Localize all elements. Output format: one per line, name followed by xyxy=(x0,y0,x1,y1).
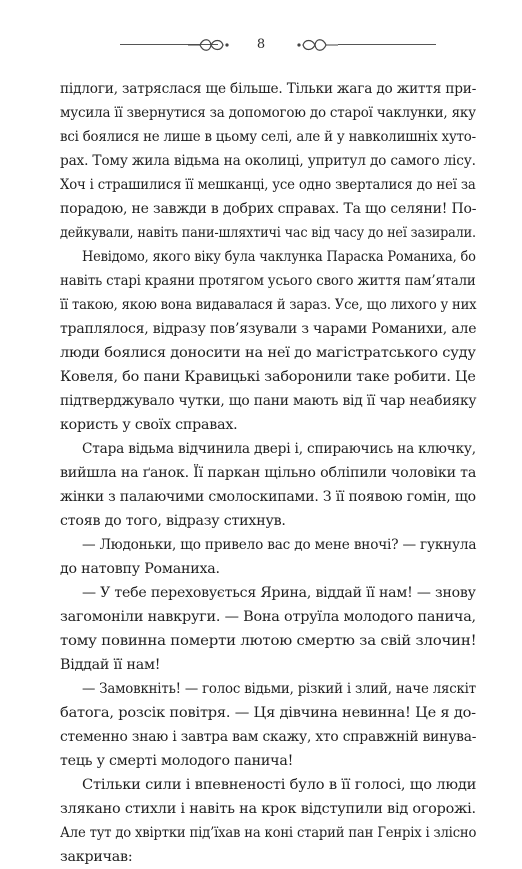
page-header xyxy=(0,32,522,58)
text-line-content: жінки з палаючими смолоскипами. З її появою гомін, що xyxy=(60,489,476,505)
text-line xyxy=(60,101,476,125)
text-line-content: користь у своїх справах. xyxy=(60,417,238,433)
text-line-content: тому повинна померти лютою смертю за свій злочин! xyxy=(60,633,477,649)
text-line-content: підтверджувало чутки, що пани мають від її чар неабияку xyxy=(60,393,477,409)
text-line-content: Але тут до хвіртки під’їхав на коні старий пан Генріх і злісно xyxy=(60,825,477,841)
text-line xyxy=(60,461,476,485)
text-line-content: траплялося, відразу пов’язували з чарами Романихи, але xyxy=(60,321,477,337)
text-line-content: навіть старі краяни протягом усього свого життя пам’ятали xyxy=(60,273,476,289)
left-ornament-icon xyxy=(186,34,230,56)
text-line-content: Стільки сили і впевненості було в її голосі, що люди xyxy=(82,777,477,793)
text-line xyxy=(60,437,476,461)
text-line xyxy=(60,77,476,101)
text-line xyxy=(60,629,476,653)
text-line-content: Віддай її нам! xyxy=(60,657,161,673)
text-line xyxy=(60,533,476,557)
text-line xyxy=(60,509,476,533)
text-line-content: злякано стихли і навіть на крок відступили від огорожі. xyxy=(60,801,476,817)
text-line xyxy=(60,821,476,845)
text-line-content: загомоніли навкруги. — Вона отруїла молодого панича, xyxy=(60,609,476,625)
text-line xyxy=(60,797,476,821)
text-line xyxy=(60,341,476,365)
text-line xyxy=(60,581,476,605)
text-line xyxy=(60,365,476,389)
text-line xyxy=(60,125,476,149)
text-line xyxy=(60,293,476,317)
right-ornament-icon xyxy=(296,34,340,56)
text-line-content: люди боялися доносити на неї до магістратського суду xyxy=(60,345,476,361)
text-line xyxy=(60,269,476,293)
text-line xyxy=(60,317,476,341)
text-line xyxy=(60,485,476,509)
page-number: 8 xyxy=(256,37,266,52)
text-line-content: — Замовкніть! — голос відьми, різкий і злий, наче ляскіт xyxy=(82,681,476,697)
text-line-content: Невідомо, якого віку була чаклунка Параска Романиха, бо xyxy=(82,249,476,265)
text-line-content: рах. Тому жила відьма на околиці, упритул до самого лісу. xyxy=(60,153,476,169)
text-line xyxy=(60,653,476,677)
text-line-content: порадою, не завжди в добрих справах. Та що селяни! По- xyxy=(60,201,477,217)
header-rule-right xyxy=(338,44,436,45)
text-line xyxy=(60,701,476,725)
text-line-content: дейкували, навіть пани-шляхтичі час від часу до неї зазирали. xyxy=(60,225,476,241)
text-line-content: — У тебе переховується Ярина, віддай її нам! — знову xyxy=(82,585,476,601)
text-line-content: стояв до того, відразу стихнув. xyxy=(60,513,286,529)
text-line-content: до натовпу Романиха. xyxy=(60,561,220,577)
text-line-content: мусила її звернутися за допомогою до старої чаклунки, яку xyxy=(60,105,476,121)
text-line-content: всі боялися не лише в цьому селі, але й у навколишніх хуто- xyxy=(60,129,476,145)
text-line xyxy=(60,173,476,197)
text-line xyxy=(60,413,476,437)
text-line-content: тець у смерті молодого панича! xyxy=(60,753,294,769)
text-line xyxy=(60,221,476,245)
text-line xyxy=(60,149,476,173)
text-line xyxy=(60,677,476,701)
text-line-content: вийшла на ґанок. Її паркан щільно обліпили чоловіки та xyxy=(60,465,477,481)
text-line xyxy=(60,845,476,869)
text-line-content: — Людоньки, що привело вас до мене вночі? — гукнула xyxy=(82,537,477,553)
text-line-content: Ковеля, бо пани Кравицькі заборонили таке робити. Це xyxy=(60,369,476,385)
text-line-content: стеменно знаю і завтра вам скажу, хто справжній винува- xyxy=(60,729,477,745)
text-line xyxy=(60,557,476,581)
text-line-content: її такою, якою вона видавалася й зараз. Усе, що лихого у них xyxy=(60,297,477,313)
text-line xyxy=(60,773,476,797)
text-line-content: закричав: xyxy=(60,849,133,865)
text-line xyxy=(60,605,476,629)
text-line xyxy=(60,245,476,269)
body-text xyxy=(60,77,476,869)
text-line-content: підлоги, затряслася ще більше. Тільки жага до життя при- xyxy=(60,81,477,97)
text-line xyxy=(60,389,476,413)
text-line xyxy=(60,725,476,749)
text-line-content: Хоч і страшилися її мешканці, усе одно зверталися до неї за xyxy=(60,177,476,193)
text-line xyxy=(60,197,476,221)
text-line xyxy=(60,749,476,773)
text-line-content: батога, розсік повітря. — Ця дівчина невинна! Це я до- xyxy=(60,705,476,721)
text-line-content: Стара відьма відчинила двері і, спираючись на ключку, xyxy=(82,441,476,457)
